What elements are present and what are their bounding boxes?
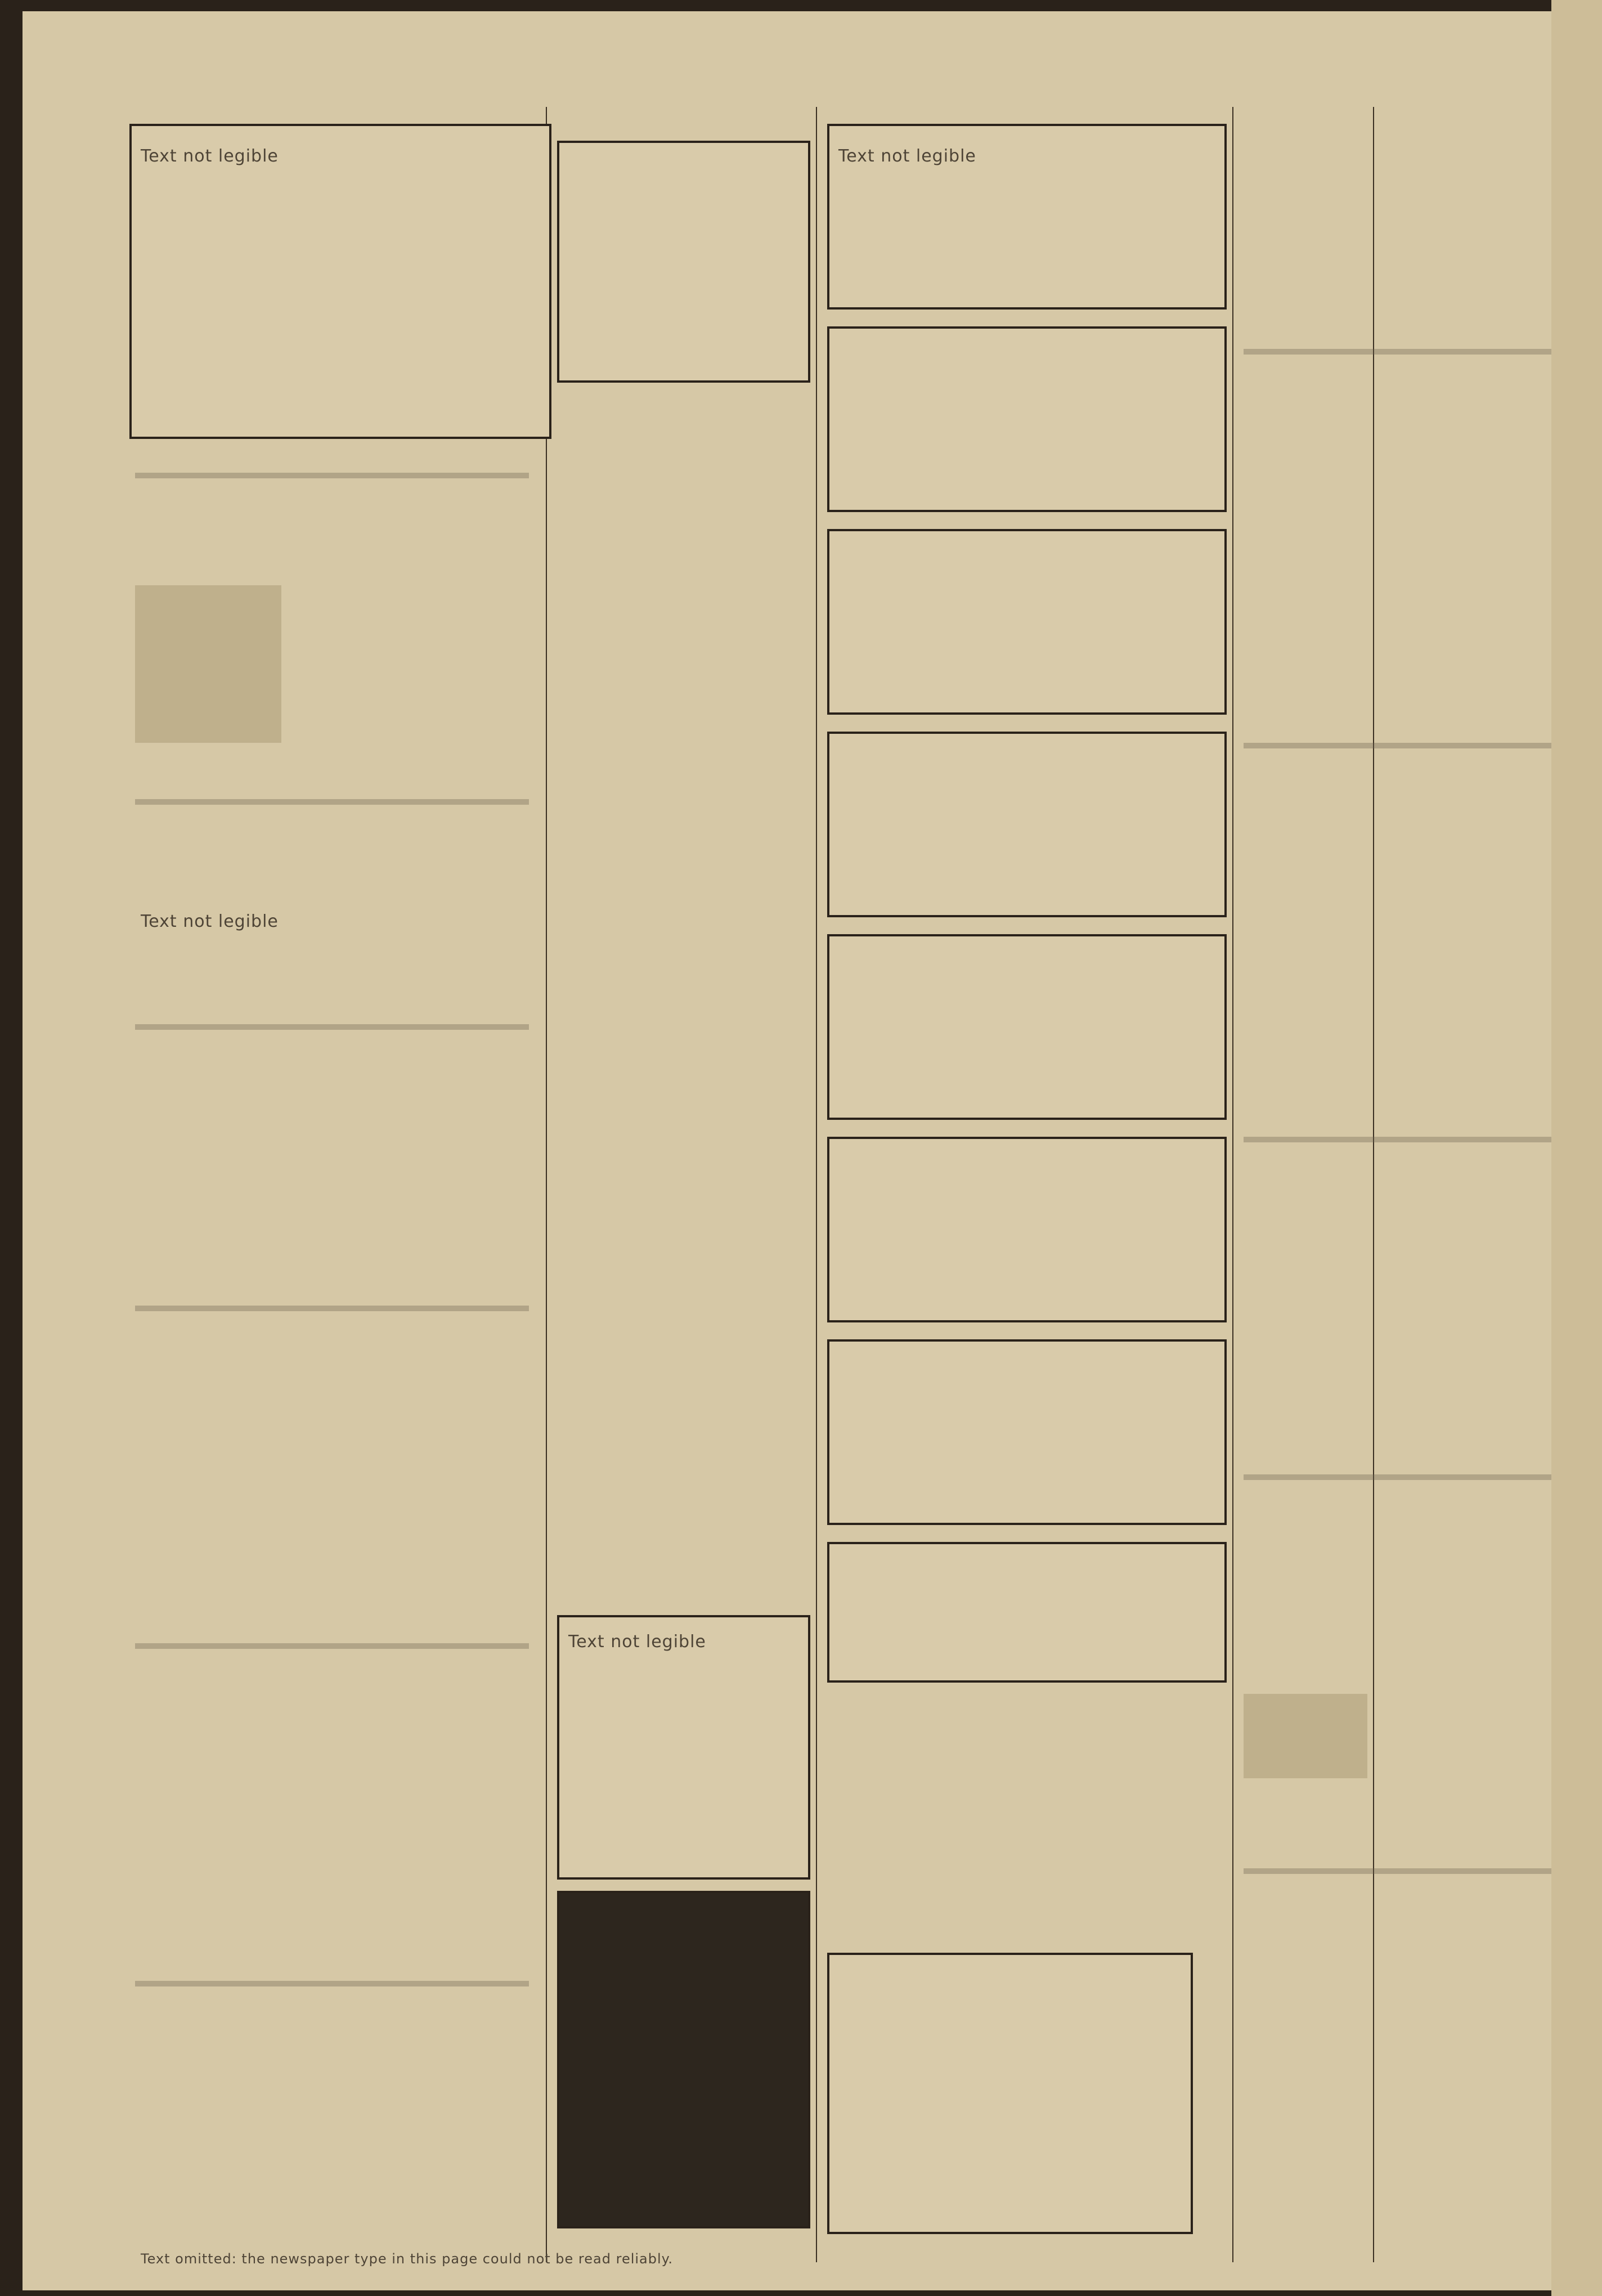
engagement-box-3 [827,529,1227,715]
death-notice-box [129,124,551,439]
wedding-box-2 [827,1137,1227,1322]
illustration-block-2 [1244,1694,1367,1778]
death-notice-placeholder: Text not legible [141,146,279,166]
cinema-ad-3 [827,1953,1193,2234]
cinema-ad-1 [557,1615,810,1880]
wedding-box-3 [827,1339,1227,1525]
newspaper-page [23,11,1564,2290]
cinema-placeholder: Text not legible [568,1632,706,1652]
engagements-placeholder: Text not legible [838,146,976,166]
wedding-box-1 [827,934,1227,1120]
transcription-notice: Text omitted: the newspaper type in this page could not be read reliably. [141,2251,674,2267]
cinema-ad-2 [557,1891,810,2228]
thanks-notice-box [827,1542,1227,1683]
engagement-box-2 [827,326,1227,512]
next-page-edge [1551,0,1602,2296]
illustration-block [135,585,281,743]
classifieds-placeholder: Text not legible [141,912,279,931]
instead-of-cards-box [557,141,810,383]
engagement-box-4 [827,732,1227,917]
